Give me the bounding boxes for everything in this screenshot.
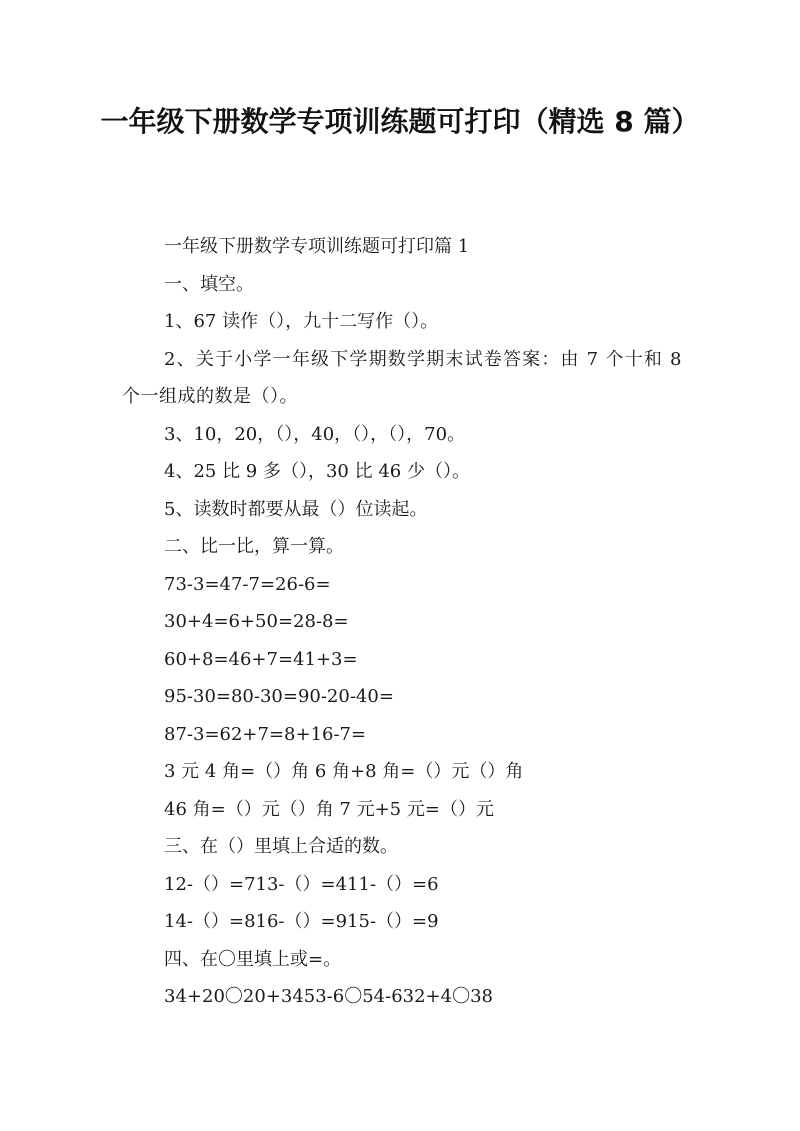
question-line: 3、10，20，（），40，（），（），70。	[164, 423, 466, 445]
part-heading: 四、在〇里填上或=。	[164, 948, 342, 970]
equation-line: 3 元 4 角=（）角 6 角+8 角=（）元（）角	[164, 761, 524, 782]
part-heading: 二、比一比，算一算。	[164, 536, 344, 557]
section-heading: 一年级下册数学专项训练题可打印篇 1	[164, 236, 470, 257]
equation-line: 87-3=62+7=8+16-7=	[164, 723, 367, 745]
equation-line: 73-3=47-7=26-6=	[164, 573, 331, 595]
equation-line: 34+20〇20+3453-6〇54-632+4〇38	[164, 986, 494, 1007]
question-line: 5、读数时都要从最（）位读起。	[164, 498, 428, 520]
part-heading: 一、填空。	[164, 273, 254, 295]
equation-line: 30+4=6+50=28-8=	[164, 611, 349, 632]
question-line: 4、25 比 9 多（），30 比 46 少（）。	[164, 461, 470, 482]
equation-line: 14-（）=816-（）=915-（）=9	[164, 911, 439, 932]
equation-line: 46 角=（）元（）角 7 元+5 元=（）元	[164, 798, 494, 820]
question-line: 2、关于小学一年级下学期数学期末试卷答案：由 7 个十和 8 个一组成的数是（）。	[122, 348, 682, 407]
equation-line: 60+8=46+7=41+3=	[164, 648, 358, 670]
document-title: 一年级下册数学专项训练题可打印（精选 8 篇）	[100, 105, 700, 138]
equation-line: 12-（）=713-（）=411-（）=6	[164, 873, 439, 895]
question-line: 1、67 读作（），九十二写作（）。	[164, 311, 439, 332]
part-heading: 三、在（）里填上合适的数。	[164, 836, 398, 857]
document-body	[122, 228, 682, 1016]
equation-line: 95-30=80-30=90-20-40=	[164, 686, 394, 707]
